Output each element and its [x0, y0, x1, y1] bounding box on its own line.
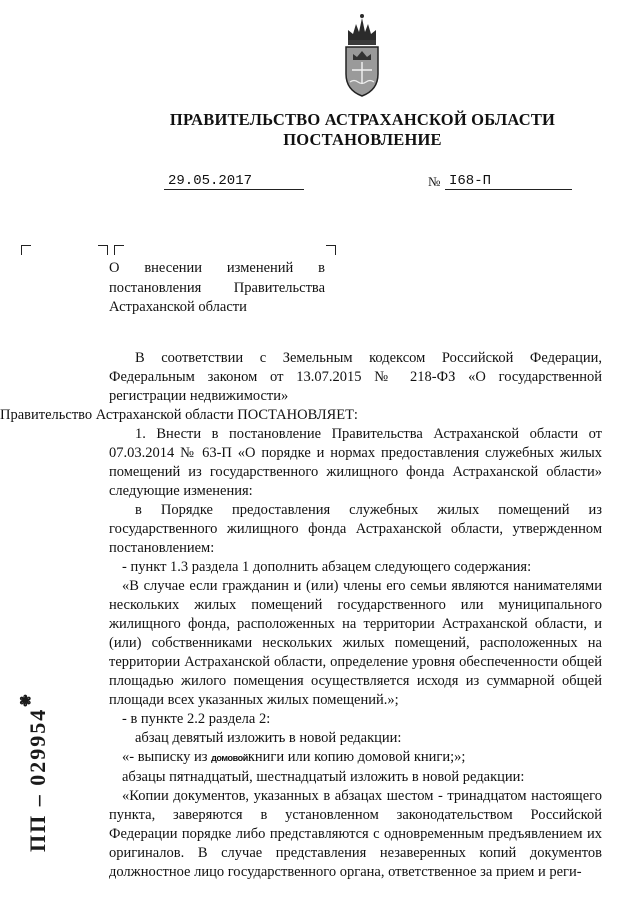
corner-mark: [98, 245, 108, 255]
copies-paragraph: «Копии документов, указанных в абзацах шестом - тринадцатом настоящего пункта, заверяются в установленном законодательством Российской Федерации порядке либо представляются с одновременным предъявлением их оригиналов. В случае представления незаверенных копий документов должностное лицо государственного органа, ответственное за прием и реги-: [109, 788, 602, 880]
decree-number: I68-П: [445, 173, 572, 190]
item-1-paragraph: 1. Внести в постановление Правительства Астраханской области от 07.03.2014 № 63-П «О порядке и нормах предоставления служебных жилых помещений из государственного жилищного фонда Астраханской области» следующие изменения:: [109, 426, 602, 499]
coat-of-arms-icon: [338, 12, 386, 100]
serial-number: ПП – 029954: [25, 707, 50, 852]
abzac-9-paragraph: абзац девятый изложить в новой редакции:: [135, 730, 402, 746]
house-book-text-start: «- выписку из: [122, 749, 212, 765]
abzac-15-16-paragraph: абзацы пятнадцатый, шестнадцатый изложить в новой редакции:: [122, 769, 525, 785]
house-book-paragraph: [109, 748, 602, 768]
decree-subject: О внесении изменений в постановления Правительства Астраханской области: [109, 260, 325, 315]
resolution-line: Правительство Астраханской области ПОСТАНОВЛЯЕТ:: [0, 407, 358, 423]
house-book-text-end: книги или копию домовой книги;»;: [247, 749, 466, 765]
corner-mark: [114, 245, 124, 255]
ornament-icon: ❃: [19, 694, 32, 710]
clause-1-3-paragraph: - пункт 1.3 раздела 1 дополнить абзацем следующего содержания:: [122, 559, 532, 575]
number-sign: №: [428, 174, 441, 189]
inserted-word: домовой: [211, 753, 248, 763]
quoted-paragraph: «В случае если гражданин и (или) члены его семьи являются нанимателями нескольких жилых помещений государственного или муниципального жилищного фонда, расположенных на территории Астраханской области, и (или) собственниками нескольких жилых помещений, расположенных на территории Астраханской области, определение уровня обеспеченности общей площадью жилого помещения осуществляется исходя из суммарной общей площади всех указанных жилых помещений.»;: [109, 578, 602, 708]
decree-date: 29.05.2017: [164, 173, 304, 190]
procedure-paragraph: в Порядке предоставления служебных жилых помещений из государственного жилищного фонда Астраханской области, утвержденном постановлением:: [109, 502, 602, 556]
clause-2-2-paragraph: - в пункте 2.2 раздела 2:: [122, 711, 271, 727]
preamble-paragraph: В соответствии с Земельным кодексом Российской Федерации, Федеральным законом от 13.07.2015 № 218-ФЗ «О государственной регистрации недвижимости»: [109, 350, 602, 404]
corner-mark: [326, 245, 336, 255]
document-type-title: ПОСТАНОВЛЕНИЕ: [283, 130, 442, 149]
government-title: ПРАВИТЕЛЬСТВО АСТРАХАНСКОЙ ОБЛАСТИ: [169, 110, 556, 129]
corner-mark: [21, 245, 31, 255]
